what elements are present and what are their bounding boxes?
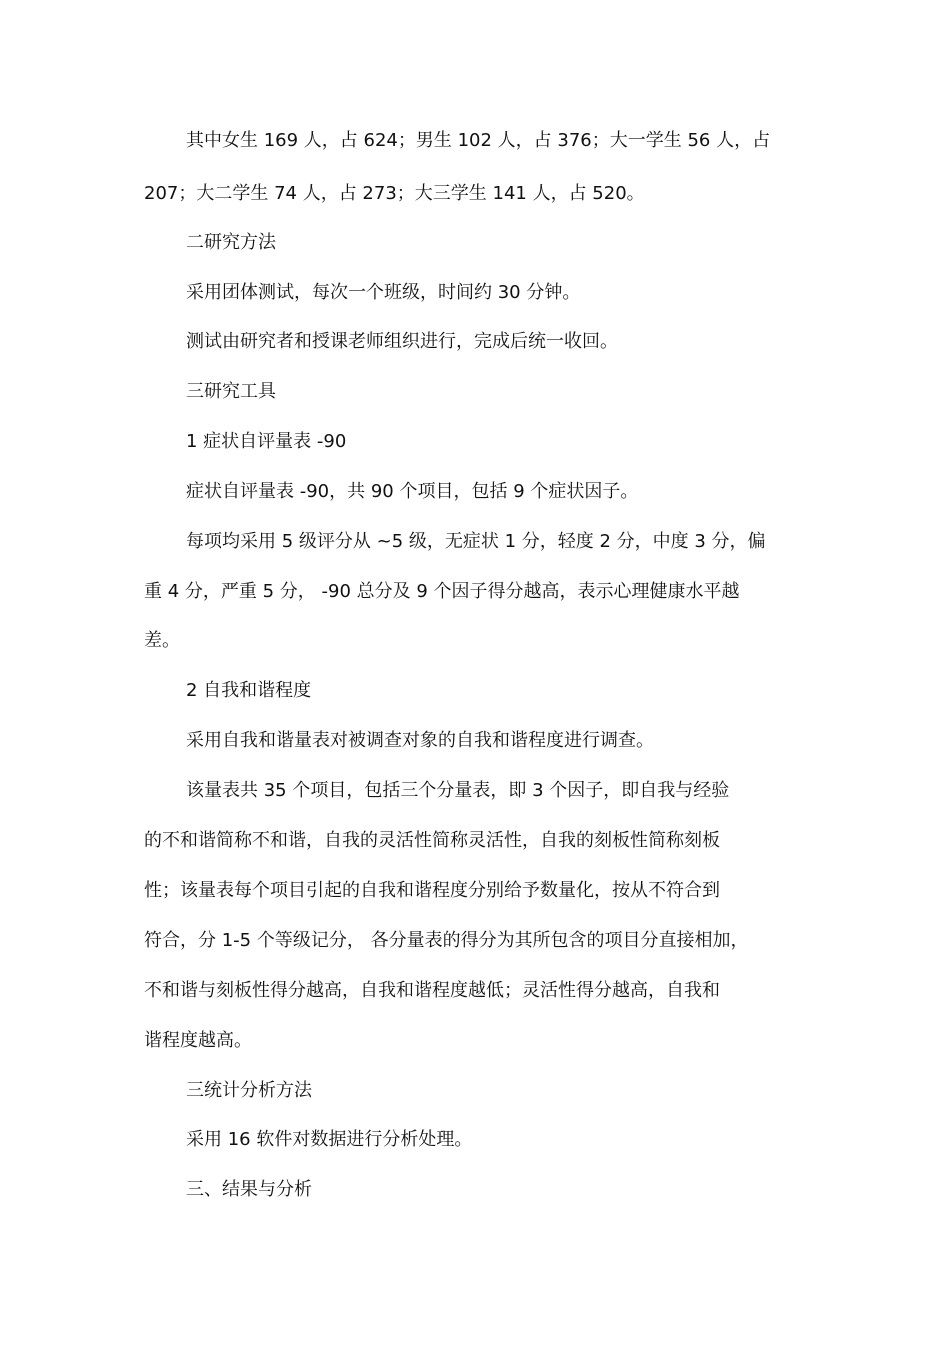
paragraph-software: 采用 16 软件对数据进行分析处理。 xyxy=(186,1129,473,1150)
subheading-symptom-scale: 1 症状自评量表 -90 xyxy=(186,431,347,452)
paragraph-scale-details-line-5: 不和谐与刻板性得分越高，自我和谐程度越低；灵活性得分越高，自我和 xyxy=(144,980,720,1001)
paragraph-scale-details-line-6: 谐程度越高。 xyxy=(144,1030,252,1051)
paragraph-test-organization: 测试由研究者和授课老师组织进行，完成后统一收回。 xyxy=(186,331,618,352)
paragraph-scoring-line-1: 每项均采用 5 级评分从 ~5 级，无症状 1 分，轻度 2 分，中度 3 分，偏 xyxy=(186,531,766,552)
section-heading-research-tools: 三研究工具 xyxy=(186,381,276,402)
paragraph-scale-details-line-1: 该量表共 35 个项目，包括三个分量表，即 3 个因子，即自我与经验 xyxy=(186,780,730,801)
paragraph-harmony-scale: 采用自我和谐量表对被调查对象的自我和谐程度进行调查。 xyxy=(186,730,654,751)
paragraph-scale-details-line-3: 性；该量表每个项目引起的自我和谐程度分别给予数量化，按从不符合到 xyxy=(144,880,720,901)
section-heading-results: 三、结果与分析 xyxy=(186,1179,312,1200)
subheading-self-harmony: 2 自我和谐程度 xyxy=(186,680,312,701)
paragraph-scoring-line-2: 重 4 分，严重 5 分， -90 总分及 9 个因子得分越高，表示心理健康水平越 xyxy=(144,581,740,602)
section-heading-statistics: 三统计分析方法 xyxy=(186,1080,312,1101)
paragraph-group-test: 采用团体测试，每次一个班级，时间约 30 分钟。 xyxy=(186,282,581,303)
paragraph-symptom-scale: 症状自评量表 -90，共 90 个项目，包括 9 个症状因子。 xyxy=(186,481,639,502)
paragraph-scale-details-line-2: 的不和谐简称不和谐，自我的灵活性简称灵活性，自我的刻板性简称刻板 xyxy=(144,830,720,851)
paragraph-scoring-line-3: 差。 xyxy=(144,630,180,651)
section-heading-research-method: 二研究方法 xyxy=(186,232,276,253)
paragraph-sample-line-1: 其中女生 169 人，占 624；男生 102 人，占 376；大一学生 56 人，占 xyxy=(186,130,771,151)
paragraph-scale-details-line-4: 符合，分 1-5 个等级记分， 各分量表的得分为其所包含的项目分直接相加， xyxy=(144,930,749,951)
paragraph-sample-line-2: 207；大二学生 74 人，占 273；大三学生 141 人，占 520。 xyxy=(144,183,645,204)
